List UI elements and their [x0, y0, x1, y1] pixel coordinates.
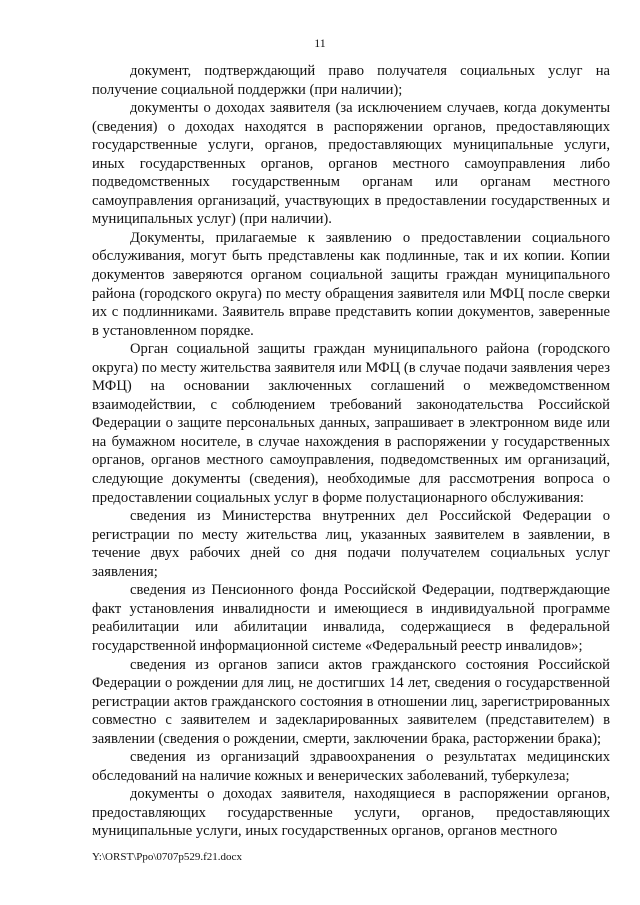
footer-file-path: Y:\ORST\Ppo\0707p529.f21.docx — [92, 851, 242, 863]
paragraph-right-document: документ, подтверждающий право получателя социальных услуг на получение социальной поддержки (при наличии); — [92, 63, 610, 98]
document-body — [92, 62, 610, 841]
paragraph-healthcare: сведения из организаций здравоохранения о результатах медицинских обследований на наличие кожных и венерических заболеваний, туберкулеза; — [92, 749, 610, 784]
paragraph-mvd-registration: сведения из Министерства внутренних дел Российской Федерации о регистрации по месту жительства лиц, указанных заявителем в заявлении, в течение двух рабочих дней со дня подачи получателем социальных услуг заявления; — [92, 508, 610, 580]
paragraph-pension-fund: сведения из Пенсионного фонда Российской Федерации, подтверждающие факт установления инвалидности и имеющиеся в индивидуальной программе реабилитации или абилитации инвалида, содержащиеся в федеральной государственной информационной системе «Федеральный реестр инвалидов»; — [92, 582, 610, 654]
paragraph-interagency-request: Орган социальной защиты граждан муниципального района (городского округа) по месту жительства заявителя или МФЦ (в случае подачи заявления через МФЦ) на основании заключенных соглашений о межведомственном взаимодействии, с соблюдением требований законодательства Российской Федерации о защите персональных данных, запрашивает в электронном виде или на бумажном носителе, в случае нахождения в распоряжении у государственных органов, органов местного самоуправления, подведомственных им организаций, следующие документы (сведения), необходимые для рассмотрения вопроса о предоставлении социальных услуг в форме полустационарного обслуживания: — [92, 341, 610, 506]
paragraph-attached-documents: Документы, прилагаемые к заявлению о предоставлении социального обслуживания, могут быть представлены как подлинные, так и их копии. Копии документов заверяются органом социальной защиты граждан муниципального района (городского округа) по месту обращения заявителя или МФЦ после сверки их с подлинниками. Заявитель вправе представить копии документов, заверенные в установленном порядке. — [92, 229, 610, 339]
page-number: 11 — [314, 36, 326, 50]
paragraph-civil-registry: сведения из органов записи актов гражданского состояния Российской Федерации о рождении для лиц, не достигших 14 лет, сведения о государственной регистрации актов гражданского состояния в отношении лиц, зарегистрированных совместно с заявителем и задекларированных заявителем (представителем) в заявлении (сведения о рождении, смерти, заключении брака, расторжении брака); — [92, 656, 610, 747]
paragraph-income-in-agencies: документы о доходах заявителя, находящиеся в распоряжении органов, предоставляющих государственные услуги, органов, предоставляющих муниципальные услуги, иных государственных органов, органов местного — [92, 786, 610, 840]
paragraph-income-documents: документы о доходах заявителя (за исключением случаев, когда документы (сведения) о доходах находятся в распоряжении органов, предоставляющих государственные услуги, органов, предоставляющих муниципальные услуги, иных государственных органов, органов местного самоуправления либо подведомственных государственным органам или органам местного самоуправления организаций, участвующих в предоставлении государственных и муниципальных услуг) (при наличии). — [92, 100, 610, 228]
